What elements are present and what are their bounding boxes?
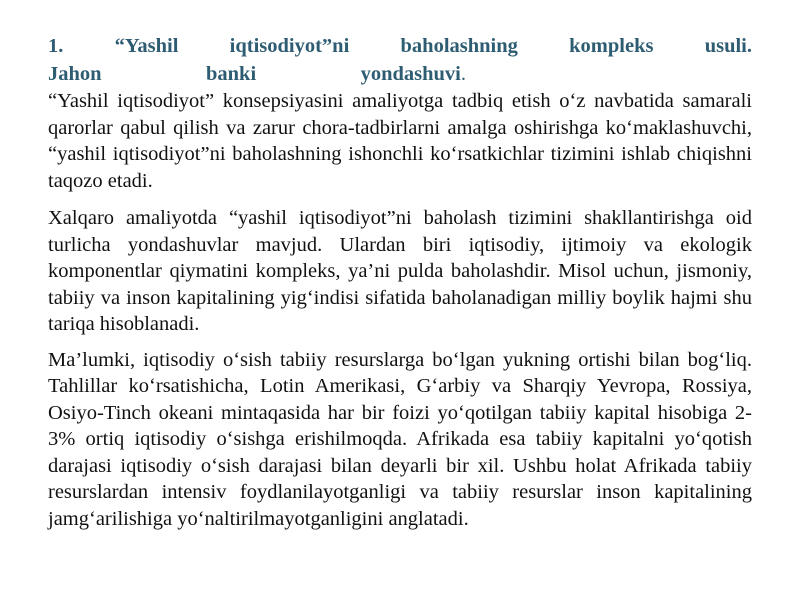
paragraph-2: Xalqaro amaliyotda “yashil iqtisodiyot”ni baholash tizimini shakllantirishga oid turlicha yondashuvlar mavjud. Ulardan biri iqtisodiy, ijtimoiy va ekologik komponentlar qiymatini kompleks, ya’ni pulda baholashdir. Misol uchun, jismoniy, tabiiy va inson kapitalining yig‘indisi sifatida baholanadigan milliy boylik hajmi shu tariqa hisoblanadi. xyxy=(48,207,752,335)
section-heading xyxy=(48,32,752,88)
paragraph-1: “Yashil iqtisodiyot” konsepsiyasini amaliyotga tadbiq etish o‘z navbatida samarali qarorlar qabul qilish va zarur chora-tadbirlarni amalga oshirishga ko‘maklashuvchi, “yashil iqtisodiyot”ni baholashning ishonchli ko‘rsatkichlar tizimini ishlab chiqishni taqozo etadi. xyxy=(48,90,752,192)
heading-line-2 xyxy=(48,60,466,88)
paragraph-3: Ma’lumki, iqtisodiy o‘sish tabiiy resurslarga bo‘lgan yukning ortishi bilan bog‘liq. Tahlillar ko‘rsatishicha, Lotin Amerikasi, G‘arbiy va Sharqiy Yevropa, Rossiya, Osiyo-Tinch okeani mintaqasida har bir foizi yo‘qotilgan tabiiy kapital hisobiga 2-3% ortiq iqtisodiy o‘sishga erishilmoqda. Afrikada esa tabiiy kapitalni yo‘qotish darajasi iqtisodiy o‘sish darajasi bilan deyarli bir xil. Ushbu holat Afrikada tabiiy resurslardan intensiv foydlanilayotganligi va tabiiy resurslar inson kapitalining jamg‘arilishiga yo‘naltirilmayotganligini anglatadi. xyxy=(48,348,752,530)
heading-trailing-dot: . xyxy=(460,63,466,85)
heading-line-1: 1. “Yashil iqtisodiyot”ni baholashning kompleks usuli. xyxy=(48,35,752,57)
heading-line-2-text: Jahon banki yondashuvi xyxy=(48,63,461,85)
